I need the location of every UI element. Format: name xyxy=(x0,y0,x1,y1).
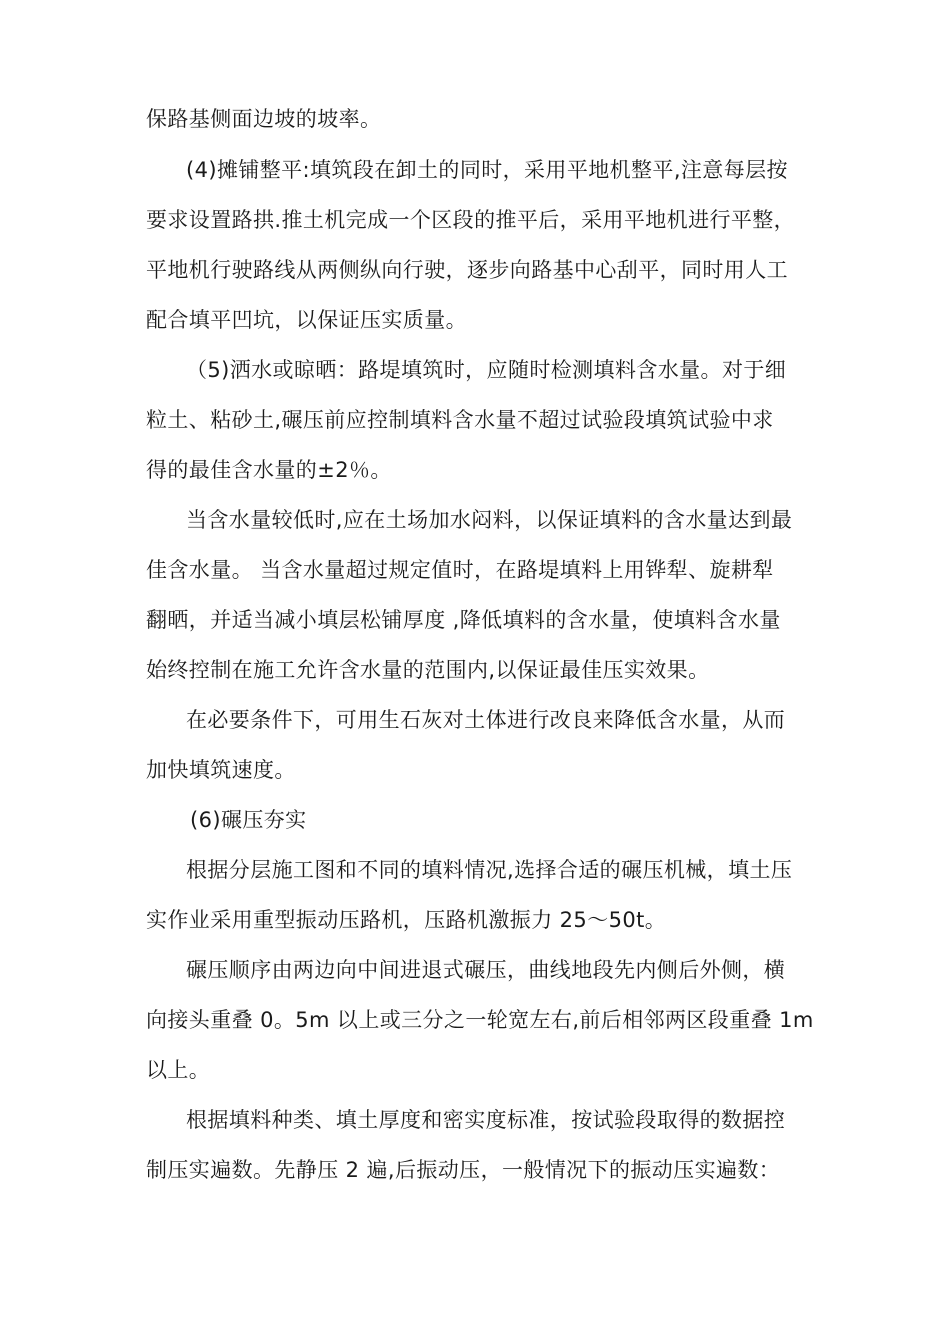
text-line: 加快填筑速度。 xyxy=(146,758,296,782)
text-line: 配合填平凹坑，以保证压实质量。 xyxy=(146,308,467,332)
text-line: 根据填料种类、填土厚度和密实度标准，按试验段取得的数据控 xyxy=(186,1108,786,1132)
text-line: 碾压顺序由两边向中间进退式碾压，曲线地段先内侧后外侧，横 xyxy=(186,958,786,982)
text-line: 向接头重叠 0。5m 以上或三分之一轮宽左右,前后相邻两区段重叠 1m xyxy=(146,1008,814,1032)
text-line: （5)洒水或晾晒：路堤填筑时，应随时检测填料含水量。对于细 xyxy=(186,358,787,382)
text-line: 在必要条件下，可用生石灰对土体进行改良来降低含水量，从而 xyxy=(186,708,786,732)
text-line: 以上。 xyxy=(146,1058,211,1082)
text-line: 保路基侧面边坡的坡率。 xyxy=(146,107,382,131)
text-line: 实作业采用重型振动压路机，压路机激振力 25～50t。 xyxy=(146,908,667,932)
text-line: 始终控制在施工允许含水量的范围内,以保证最佳压实效果。 xyxy=(146,658,710,682)
text-line: 根据分层施工图和不同的填料情况,选择合适的碾压机械，填土压 xyxy=(186,858,793,882)
text-line: 佳含水量。 当含水量超过规定值时，在路堤填料上用铧犁、旋耕犁 xyxy=(146,558,774,582)
text-line: (4)摊铺整平:填筑段在卸土的同时，采用平地机整平,注意每层按 xyxy=(186,158,788,182)
text-line: 翻晒，并适当减小填层松铺厚度 ,降低填料的含水量，使填料含水量 xyxy=(146,608,781,632)
text-line: 当含水量较低时,应在土场加水闷料，以保证填料的含水量达到最 xyxy=(186,508,793,532)
section-heading: (6)碾压夯实 xyxy=(190,808,307,832)
text-line: 粒土、粘砂土,碾压前应控制填料含水量不超过试验段填筑试验中求 xyxy=(146,408,774,432)
text-line: 制压实遍数。先静压 2 遍,后振动压，一般情况下的振动压实遍数： xyxy=(146,1158,781,1182)
text-line: 要求设置路拱.推土机完成一个区段的推平后，采用平地机进行平整， xyxy=(146,208,796,232)
text-line: 得的最佳含水量的±2％。 xyxy=(146,458,392,482)
text-line: 平地机行驶路线从两侧纵向行驶，逐步向路基中心刮平，同时用人工 xyxy=(146,258,788,282)
